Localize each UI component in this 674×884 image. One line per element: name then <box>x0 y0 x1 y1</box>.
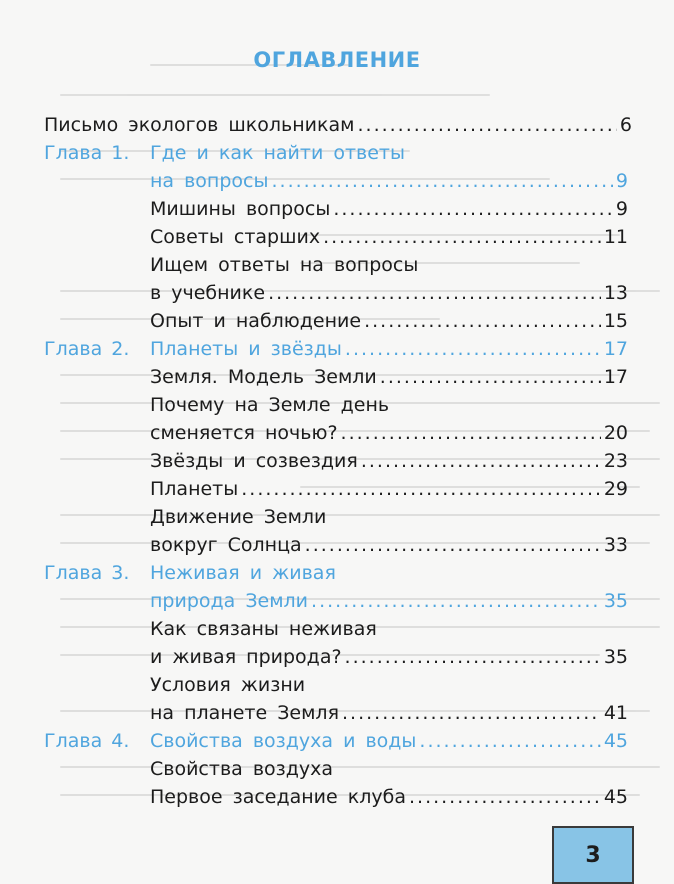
toc-entry-section-line-1[interactable]: Движение Земли <box>150 506 327 528</box>
dot-leader <box>241 475 601 503</box>
dot-leader <box>409 783 601 811</box>
dot-leader <box>345 335 601 363</box>
toc-entry-section[interactable]: Первое заседание клуба ..... 45 <box>150 783 628 811</box>
toc-entry-section[interactable]: в учебнике ..... 13 <box>150 279 628 307</box>
toc-entry-section[interactable]: и живая природа? ..... 35 <box>150 643 628 671</box>
toc-entry-section-line-1[interactable]: Как связаны неживая <box>150 618 377 640</box>
dot-leader <box>419 727 600 755</box>
toc-entry-title: Планеты и звёзды <box>150 338 342 360</box>
toc-entry-section-line-1[interactable]: Ищем ответы на вопросы <box>150 254 419 276</box>
dot-leader <box>361 447 601 475</box>
toc-entry-section[interactable]: на планете Земля ..... 41 <box>150 699 628 727</box>
toc-entry-intro[interactable] <box>44 111 632 139</box>
toc-entry-chapter-2[interactable] <box>150 335 628 363</box>
chapter-3-title-line-1[interactable]: Неживая и живая <box>150 562 336 584</box>
toc-entry-section-line-1[interactable]: Условия жизни <box>150 674 306 696</box>
toc-entry-chapter-1[interactable] <box>150 167 628 195</box>
dot-leader <box>345 643 601 671</box>
toc-entry-title: на вопросы <box>150 170 269 192</box>
page-number-tab <box>552 826 634 884</box>
dot-leader <box>341 419 601 447</box>
dot-leader <box>323 223 601 251</box>
dot-leader <box>305 531 601 559</box>
toc-entry-page: 45 <box>603 730 628 752</box>
chapter-2-label: Глава 2. <box>44 338 130 360</box>
toc-entry-page: 9 <box>615 170 628 192</box>
toc-entry-section[interactable]: сменяется ночью? ..... 20 <box>150 419 628 447</box>
toc-entry-section-line-1[interactable]: Почему на Земле день <box>150 394 390 416</box>
dot-leader <box>333 195 613 223</box>
toc-entry-title: природа Земли <box>150 590 309 612</box>
toc-entry-section[interactable]: Земля. Модель Земли ..... 17 <box>150 363 628 391</box>
dot-leader <box>380 363 601 391</box>
chapter-1-title-line-1[interactable]: Где и как найти ответы <box>150 142 405 164</box>
toc-entry-title: Свойства воздуха и воды <box>150 730 417 752</box>
toc-entry-section[interactable]: Звёзды и созвездия ..... 23 <box>150 447 628 475</box>
toc-entry-section[interactable]: Опыт и наблюдение ..... 15 <box>150 307 628 335</box>
dot-leader <box>364 307 601 335</box>
toc-entry-page: 35 <box>603 590 628 612</box>
dot-leader <box>268 279 601 307</box>
toc-entry-section[interactable]: Мишины вопросы ..... 9 <box>150 195 628 223</box>
page-number: 3 <box>585 842 601 868</box>
toc-entry-title: Письмо экологов школьникам <box>44 114 355 136</box>
chapter-3-label: Глава 3. <box>44 562 130 584</box>
chapter-4-label: Глава 4. <box>44 730 130 752</box>
dot-leader <box>311 587 601 615</box>
toc-entry-page: 6 <box>619 114 632 136</box>
toc-entry-section-line-1[interactable]: Свойства воздуха <box>150 758 334 780</box>
dot-leader <box>357 111 616 139</box>
chapter-1-label: Глава 1. <box>44 142 130 164</box>
toc-entry-chapter-3[interactable] <box>150 587 628 615</box>
page-title: ОГЛАВЛЕНИЕ <box>253 48 421 72</box>
toc-entry-section[interactable]: Планеты ..... 29 <box>150 475 628 503</box>
dot-leader <box>271 167 612 195</box>
toc-entry-section[interactable]: Советы старших ..... 11 <box>150 223 628 251</box>
toc-entry-section[interactable]: вокруг Солнца ..... 33 <box>150 531 628 559</box>
toc-entry-page: 17 <box>603 338 628 360</box>
dot-leader <box>342 699 601 727</box>
toc-entry-chapter-4[interactable] <box>150 727 628 755</box>
